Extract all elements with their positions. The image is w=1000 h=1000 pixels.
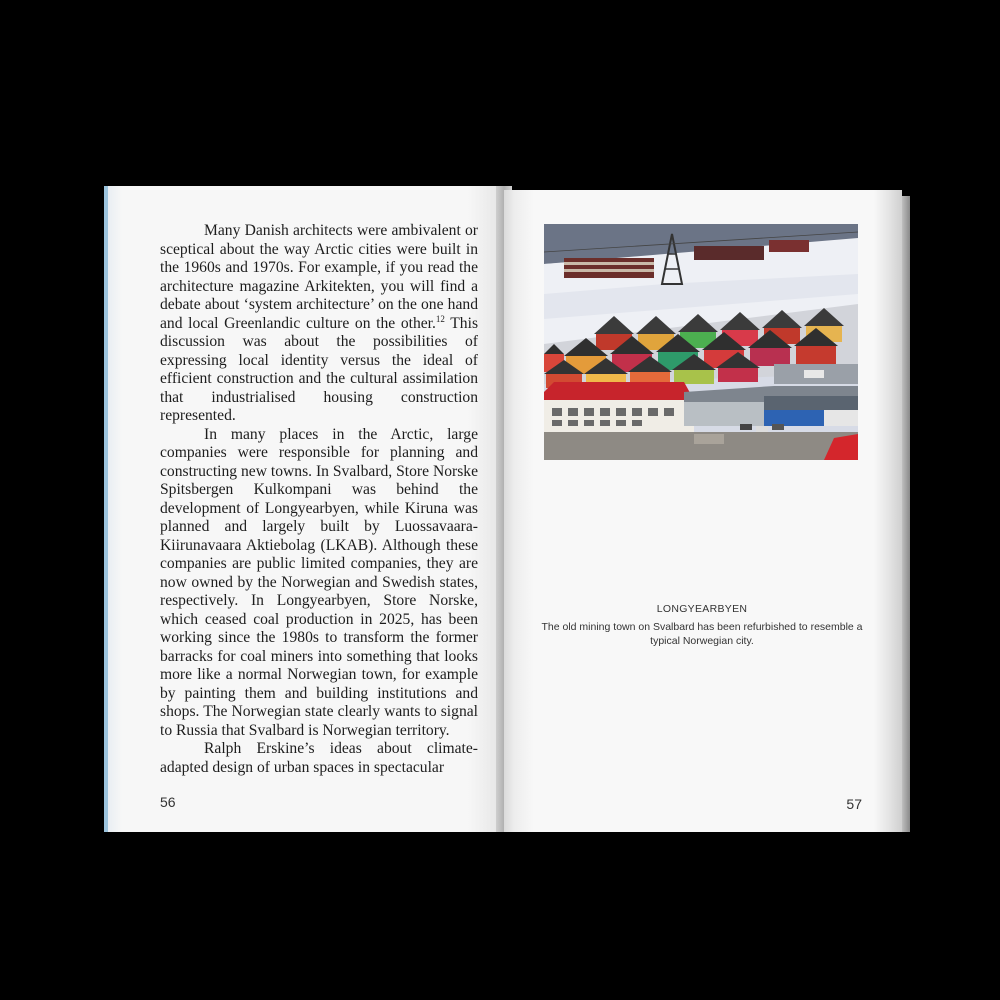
left-page — [104, 186, 504, 832]
paragraph-1: Many Danish architects were ambivalent or sceptical about the way Arctic cities were built in the 1960s and 1970s. For example, if you read the architecture magazine Arkitekten, you will find a debate about ‘system architecture’ on the one hand and local Greenlandic culture on the other.$^{12}$ This discussion was about the possibilities of expressing local identity versus the ideal of efficient construction and the cultural assimilation that industrialised housing construction represented. — [160, 222, 479, 424]
paragraph-2: In many places in the Arctic, large companies were responsible for planning and constructing new towns. In Svalbard, Store Norske Spitsbergen Kulkompani was behind the development of Longyearbyen, while Kiruna was planned and largely built by Luossavaara-Kiirunavaara Aktiebolag (LKAB). Although these companies are public limited companies, they are now owned by the Norwegian and Swedish states, respectively. In Longyearbyen, Store Norske, which ceased coal production in 2025, has been working since the 1980s to transform the former barracks for coal miners into something that looks more like a normal Norwegian town, for example by painting them and building institutions and shops. The Norwegian state clearly wants to signal to Russia that Svalbard is Norwegian territory. — [160, 425, 478, 739]
body-text — [160, 222, 478, 777]
right-page — [504, 190, 902, 832]
page-number-right: 57 — [846, 796, 862, 812]
photo-longyearbyen — [544, 224, 858, 460]
caption-title: LONGYEARBYEN — [656, 603, 748, 615]
page-edge — [902, 196, 910, 832]
photo-caption — [534, 602, 870, 648]
book-spread — [104, 186, 902, 832]
paragraph-3: Ralph Erskine’s ideas about climate-adapted design of urban spaces in spectacular — [160, 740, 478, 776]
page-number-left: 56 — [160, 794, 176, 810]
caption-text: The old mining town on Svalbard has been refurbished to resemble a typical Norwegian city. — [541, 621, 863, 647]
footnote-ref[interactable]: 12 — [435, 313, 445, 324]
